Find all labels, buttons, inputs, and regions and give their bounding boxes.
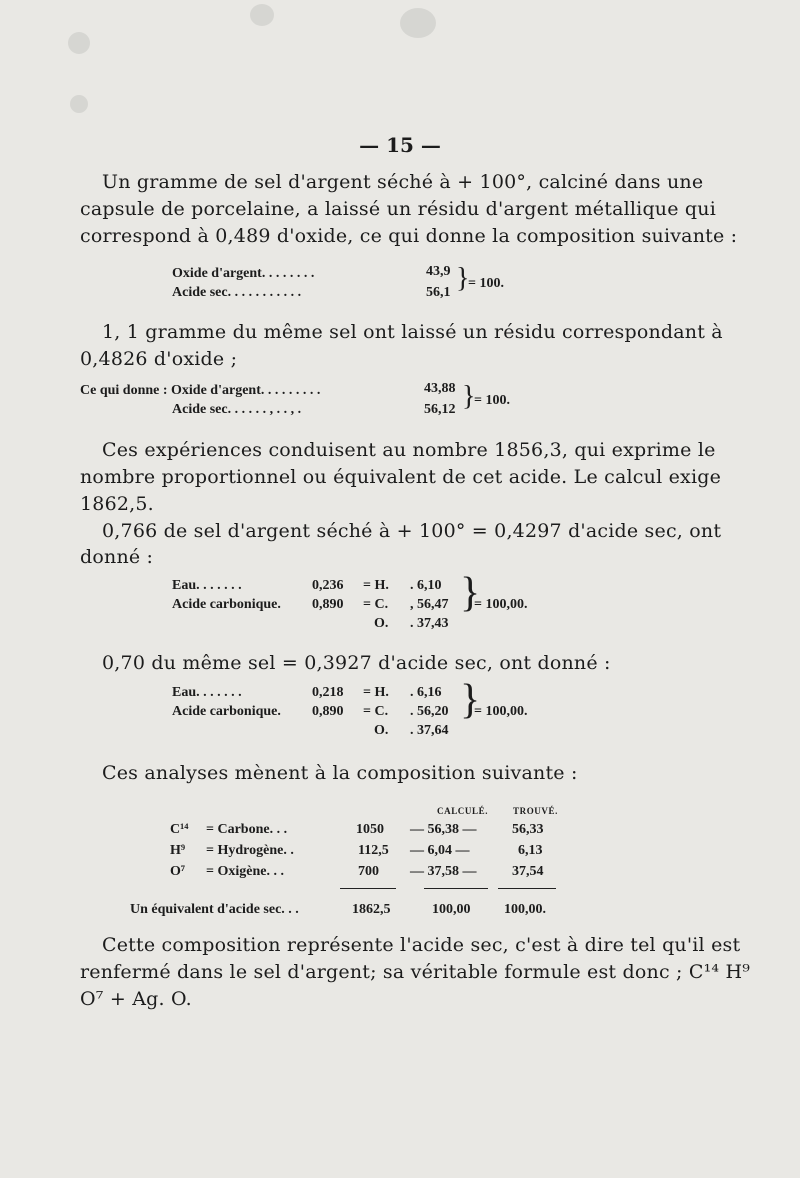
table-total: = 100. [474,393,510,408]
table-amount: 0,218 [312,685,344,700]
table-total: = 100,00. [474,704,528,719]
table-label: Eau. . . . . . . [172,578,242,593]
table-label: Acide sec. . . . . . , . . , . [172,402,302,417]
table-element: = C. [363,597,389,612]
table-label: Oxide d'argent. . . . . . . . [172,266,315,281]
brace: } [462,381,476,412]
page-number: — 15 — [359,133,441,157]
table-total: = 100. [468,276,504,291]
table-total: = 100,00. [474,597,528,612]
table-element: = H. [363,685,389,700]
text-line: 0,766 de sel d'argent séché à + 100° = 0,4297 d'acide sec, ont [102,520,722,542]
text-line: Cette composition représente l'acide sec, c'est à dire tel qu'il est [102,934,741,956]
table-label: Acide carbonique. [172,597,281,612]
brace: } [456,263,470,294]
table-label: Acide carbonique. [172,704,281,719]
table-element: = H. [363,578,389,593]
sum-rule [424,888,488,889]
text-line: Ces analyses mènent à la composition suivante : [102,762,578,784]
table-value: 56,1 [426,285,451,300]
element-symbol: C¹⁴ [170,822,189,837]
element-name: = Carbone. . . [206,822,288,837]
text-line: correspond à 0,489 d'oxide, ce qui donne la composition suivante : [80,225,738,247]
element-name: = Oxigène. . . [206,864,284,879]
calculated-value: — 6,04 — [410,843,470,858]
text-line: capsule de porcelaine, a laissé un résidu d'argent métallique qui [80,198,717,220]
table-element: O. [374,723,389,738]
table-value: 43,88 [424,381,456,396]
table-value: . 37,64 [410,723,449,738]
brace: } [460,677,481,723]
paper-stain [400,8,436,38]
element-symbol: H⁹ [170,843,186,858]
total-found: 100,00. [504,902,546,917]
paper-stain [250,4,274,26]
brace: } [460,570,481,616]
table-value: 56,12 [424,402,456,417]
table-amount: 0,236 [312,578,344,593]
text-line: 0,70 du même sel = 0,3927 d'acide sec, ont donné : [102,652,611,674]
table-value: . 37,43 [410,616,449,631]
calculated-value: — 37,58 — [410,864,477,879]
equivalent-number: 700 [358,864,379,879]
text-line: 0,4826 d'oxide ; [80,348,238,370]
table-value: , 56,47 [410,597,449,612]
paper-stain [68,32,90,54]
table-value: 43,9 [426,264,451,279]
column-header-calcule: CALCULÉ. [437,806,489,816]
total-calculated: 100,00 [432,902,471,917]
table-amount: 0,890 [312,597,344,612]
total-equivalent: 1862,5 [352,902,391,917]
equivalent-number: 112,5 [358,843,389,858]
table-label: Acide sec. . . . . . . . . . . [172,285,302,300]
text-line: donné : [80,546,154,568]
table-amount: 0,890 [312,704,344,719]
text-line: renfermé dans le sel d'argent; sa véritable formule est donc ; C¹⁴ H⁹ [80,961,751,983]
text-line: Ces expériences conduisent au nombre 1856,3, qui exprime le [102,439,716,461]
total-label: Un équivalent d'acide sec. . . [130,902,299,917]
table-element: O. [374,616,389,631]
paper-stain [70,95,88,113]
text-line: Un gramme de sel d'argent séché à + 100°, calciné dans une [102,171,704,193]
sum-rule [340,888,396,889]
equivalent-number: 1050 [356,822,384,837]
found-value: 56,33 [512,822,544,837]
text-line: nombre proportionnel ou équivalent de cet acide. Le calcul exige [80,466,722,488]
found-value: 6,13 [518,843,543,858]
table-value: . 6,16 [410,685,442,700]
table-label: Ce qui donne : Oxide d'argent. . . . . . . . . [80,383,321,398]
element-name: = Hydrogène. . [206,843,294,858]
table-label: Eau. . . . . . . [172,685,242,700]
sum-rule [498,888,556,889]
column-header-trouve: TROUVÉ. [513,806,558,816]
text-line: 1862,5. [80,493,154,515]
element-symbol: O⁷ [170,864,186,879]
calculated-value: — 56,38 — [410,822,477,837]
text-line: 1, 1 gramme du même sel ont laissé un résidu correspondant à [102,321,723,343]
found-value: 37,54 [512,864,544,879]
table-value: . 56,20 [410,704,449,719]
table-element: = C. [363,704,389,719]
text-line: O⁷ + Ag. O. [80,988,192,1010]
table-value: . 6,10 [410,578,442,593]
